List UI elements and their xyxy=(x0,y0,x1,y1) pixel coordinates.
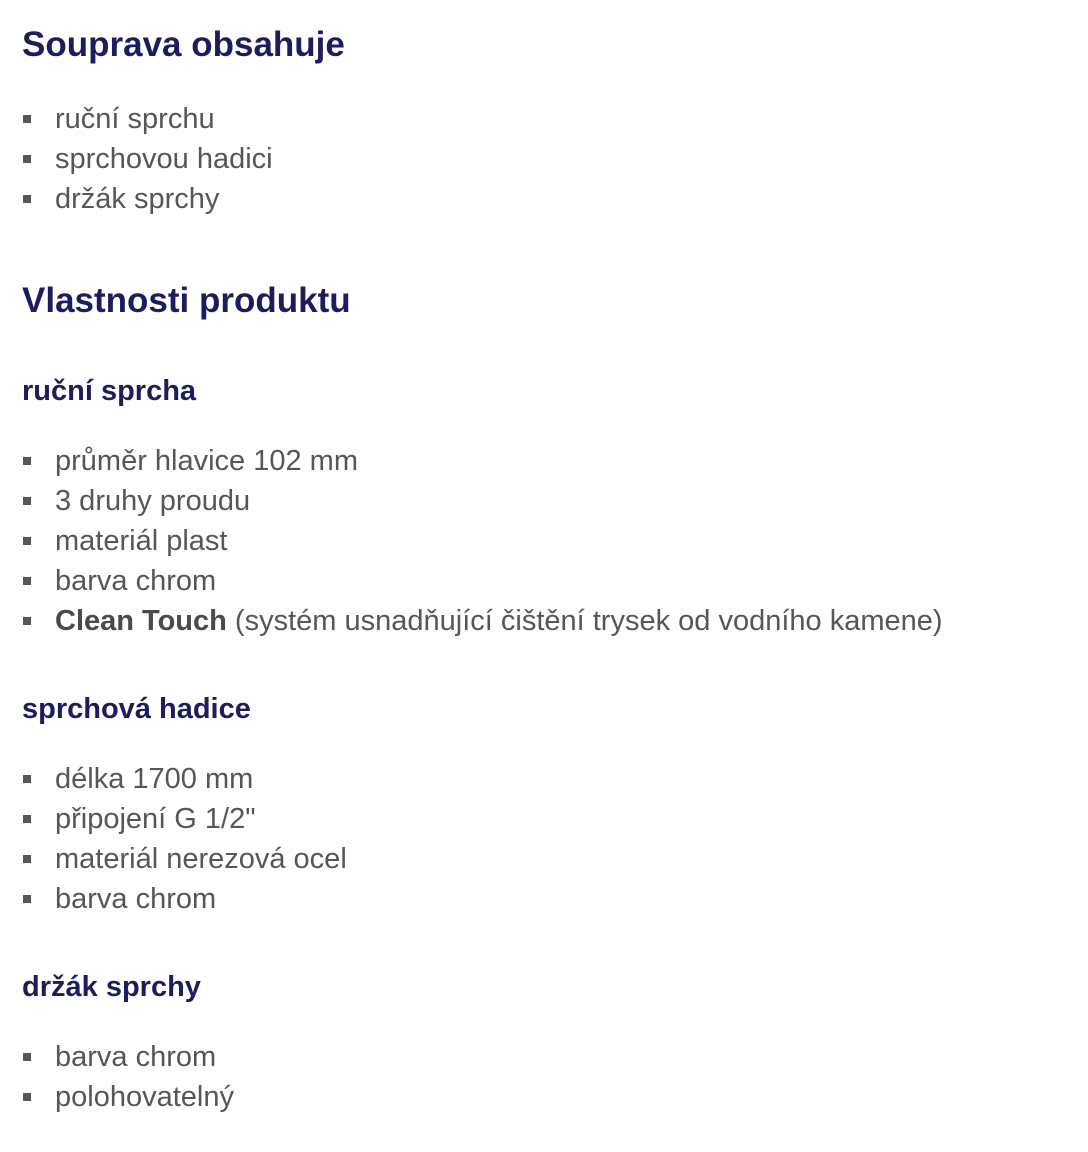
hand-shower-list xyxy=(22,441,943,641)
list-item: barva chrom xyxy=(22,879,347,919)
list-item: materiál plast xyxy=(22,521,943,561)
clean-touch-description: (systém usnadňující čištění trysek od vodního kamene) xyxy=(226,605,943,637)
shower-hose-list xyxy=(22,759,347,919)
list-item: barva chrom xyxy=(22,1037,234,1077)
square-bullet-icon xyxy=(23,1053,31,1061)
square-bullet-icon xyxy=(23,895,31,903)
product-properties-heading: Vlastnosti produktu xyxy=(22,281,351,320)
square-bullet-icon xyxy=(23,497,31,505)
shower-holder-list xyxy=(22,1037,234,1117)
kit-contents-heading: Souprava obsahuje xyxy=(22,25,345,64)
list-item: ruční sprchu xyxy=(22,99,273,139)
square-bullet-icon xyxy=(23,855,31,863)
list-item: sprchovou hadici xyxy=(22,139,273,179)
list-item: připojení G 1/2" xyxy=(22,799,347,839)
list-item: průměr hlavice 102 mm xyxy=(22,441,943,481)
list-item xyxy=(22,601,943,641)
square-bullet-icon xyxy=(23,195,31,203)
square-bullet-icon xyxy=(23,815,31,823)
square-bullet-icon xyxy=(23,155,31,163)
shower-holder-heading: držák sprchy xyxy=(22,971,201,1003)
kit-contents-list xyxy=(22,99,273,219)
clean-touch-label: Clean Touch xyxy=(55,605,227,637)
square-bullet-icon xyxy=(23,1093,31,1101)
list-item: držák sprchy xyxy=(22,179,273,219)
list-item: 3 druhy proudu xyxy=(22,481,943,521)
hand-shower-heading: ruční sprcha xyxy=(22,375,197,407)
square-bullet-icon xyxy=(23,457,31,465)
list-item: polohovatelný xyxy=(22,1077,234,1117)
square-bullet-icon xyxy=(23,577,31,585)
list-item: materiál nerezová ocel xyxy=(22,839,347,879)
list-item: barva chrom xyxy=(22,561,943,601)
square-bullet-icon xyxy=(23,537,31,545)
list-item: délka 1700 mm xyxy=(22,759,347,799)
square-bullet-icon xyxy=(23,617,31,625)
shower-hose-heading: sprchová hadice xyxy=(22,693,251,725)
square-bullet-icon xyxy=(23,775,31,783)
square-bullet-icon xyxy=(23,115,31,123)
